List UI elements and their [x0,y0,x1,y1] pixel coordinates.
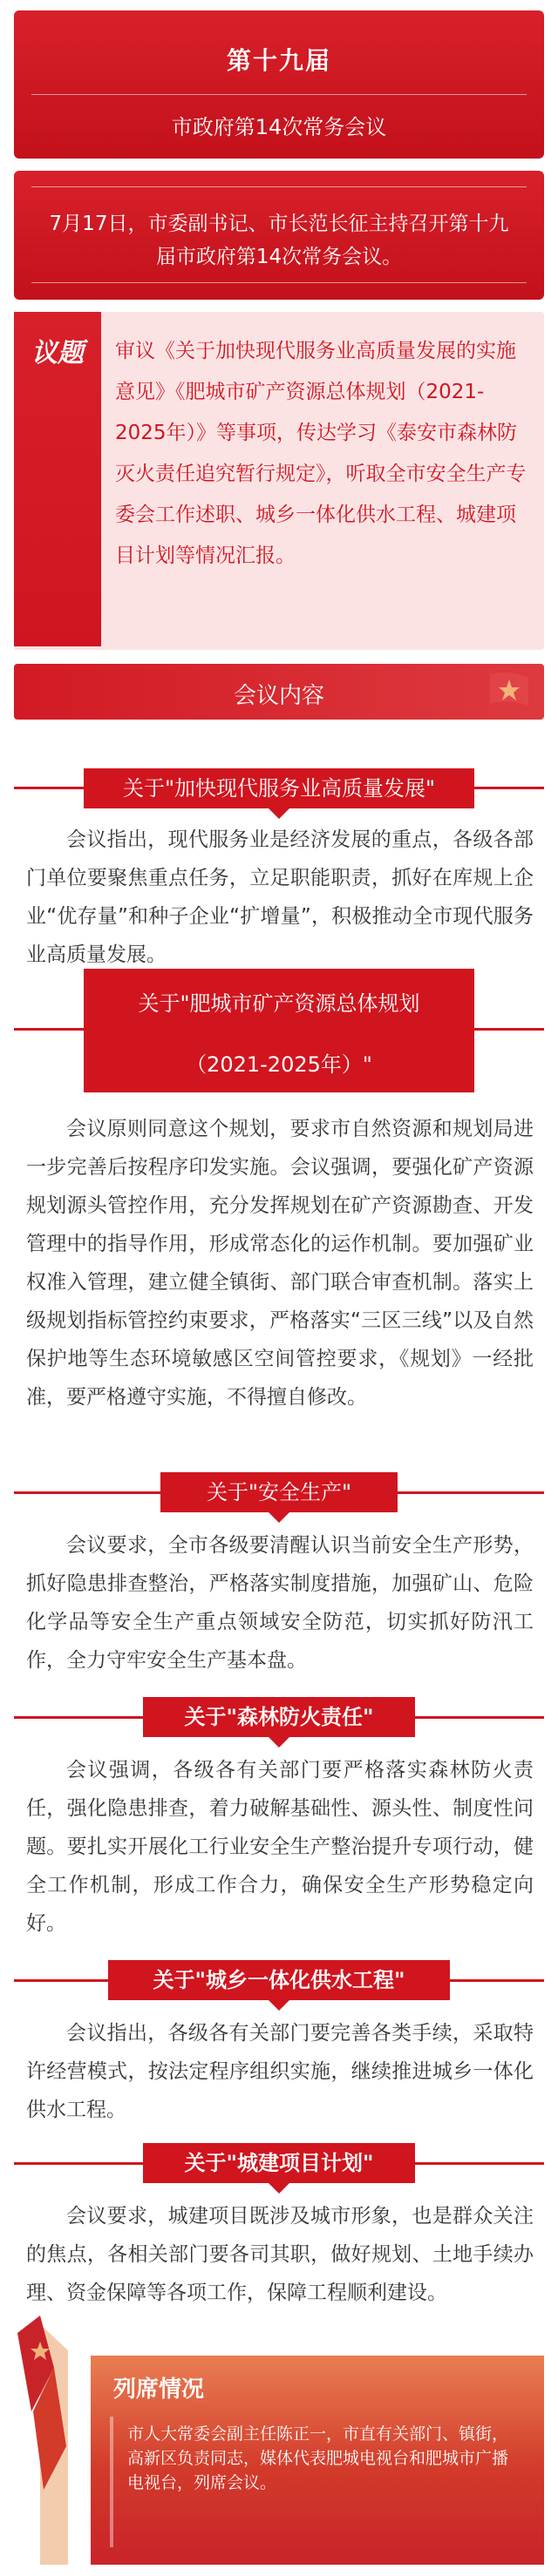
section-4-body: 会议强调，各级各有关部门要严格落实森林防火责任，强化隐患排查，着力破解基础性、源头性、制度性问题。要扎实开展化工行业安全生产整治提升专项行动，健全工作机制，形成工作合力，确保安全生产形势稳定向好。 [26,1759,534,1935]
content-banner-label: 会议内容 [233,683,324,709]
flag-banner-icon [14,2316,101,2565]
section-4-title: 关于"森林防火责任" [143,1697,415,1737]
section-2-title-line1: 关于"肥城市矿产资源总体规划 [138,991,420,1016]
attendance-text: 市人大常委会副主任陈正一，市直有关部门、镇街，高新区负责同志，媒体代表肥城电视台和肥城市广播电视台，列席会议。 [127,2424,509,2492]
section-1-title: 关于"加快现代服务业高质量发展" [84,768,474,808]
section-1-body: 会议指出，现代服务业是经济发展的重点，各级各部门单位要聚焦重点任务，立足职能职责，抓好在库规上企业“优存量”和种子企业“扩增量”，积极推动全市现代服务业高质量发展。 [26,828,534,966]
attendance-card [14,2316,544,2565]
flag-star-icon [483,669,535,714]
section-2-body: 会议原则同意这个规划，要求市自然资源和规划局进一步完善后按程序印发实施。会议强调，要强化矿产资源规划源头管控作用，充分发挥规划在矿产资源勘查、开发管理中的指导作用，形成常态化的运作机制。要加强矿业权准入管理，建立健全镇街、部门联合审查机制。落实上级规划指标管控约束要求，严格落实“三区三线”以及自然保护地等生态环境敏感区空间管控要求，《规划》一经批准，要严格遵守实施，不得擅自修改。 [26,1118,534,1409]
agenda-text: 审议《关于加快现代服务业高质量发展的实施意见》《肥城市矿产资源总体规划（2021-2025年）》等事项，传达学习《泰安市森林防灭火责任追究暂行规定》，听取全市安全生产专委会工作述职、城乡一体化供水工程、城建项目计划等情况汇报。 [115,340,527,567]
attendance-label: 列席情况 [113,2377,205,2403]
section-6-title: 关于"城建项目计划" [143,2143,415,2183]
agenda-label: 议题 [31,338,84,368]
attendance-bar [110,2417,113,2547]
content-banner [14,664,544,720]
agenda-tag [14,312,101,646]
section-2-title-line2: （2021-2025年）" [186,1052,372,1077]
intro-divider-bottom [31,282,527,283]
intro-divider-top [31,186,527,187]
header-divider [31,94,527,95]
agenda-card [14,312,544,650]
meeting-title: 市政府第14次常务会议 [171,115,387,139]
header-card [14,10,544,159]
section-3-body: 会议要求，全市各级要清醒认识当前安全生产形势，抓好隐患排查整治，严格落实制度措施，加强矿山、危险化学品等安全生产重点领域安全防范，切实抓好防汛工作，全力守牢安全生产基本盘。 [26,1534,534,1672]
section-5-title: 关于"城乡一体化供水工程" [108,1960,450,2000]
section-6-body: 会议要求，城建项目既涉及城市形象，也是群众关注的焦点，各相关部门要各司其职，做好规划、土地手续办理、资金保障等各项工作，保障工程顺利建设。 [26,2205,534,2304]
session-title: 第十九届 [226,46,331,75]
intro-text: 7月17日，市委副书记、市长范长征主持召开第十九届市政府第14次常务会议。 [49,213,509,268]
intro-card [14,171,544,300]
section-5-body: 会议指出，各级各有关部门要完善各类手续，采取特许经营模式，按法定程序组织实施，继续推进城乡一体化供水工程。 [26,2022,534,2121]
section-3-title: 关于"安全生产" [160,1472,398,1512]
attendance-panel [91,2356,544,2565]
section-2-title [84,969,474,1092]
